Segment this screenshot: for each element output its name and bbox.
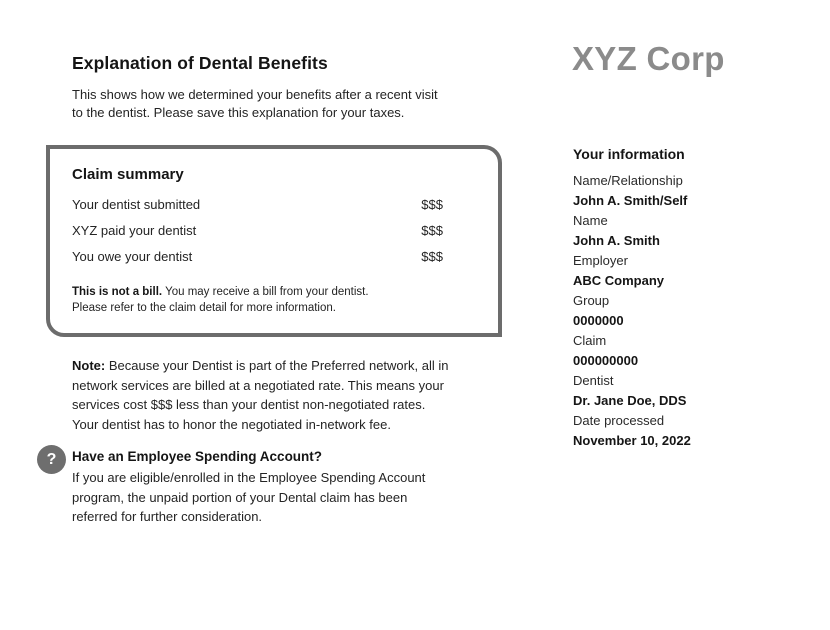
claim-row-label: You owe your dentist [72,249,193,264]
info-value-claim: 000000000 [573,353,639,368]
info-label-date-processed: Date processed [573,413,665,428]
note-line-3: services cost $$$ less than your dentist non-negotiated rates. [72,397,426,412]
claim-row-submitted [72,197,443,213]
disclaimer-line-2: Please refer to the claim detail for more information. [72,301,336,314]
claim-disclaimer [72,285,447,316]
note-line-4: Your dentist has to honor the negotiated in-network fee. [72,416,391,432]
info-label-claim: Claim [573,333,607,348]
subtitle-line-2: to the dentist. Please save this explanation for your taxes. [72,105,405,120]
esa-body-line-3: referred for further consideration. [72,509,263,524]
help-question-icon[interactable] [37,445,66,474]
claim-row-value: $$$ [421,223,443,238]
info-label-employer: Employer [573,253,628,268]
info-value-dentist: Dr. Jane Doe, DDS [573,393,687,408]
info-value-name-relationship: John A. Smith/Self [573,193,688,208]
note-line-1 [72,356,512,376]
info-label-group: Group [573,293,610,308]
info-label-dentist: Dentist [573,373,614,388]
page-subtitle [72,86,438,122]
esa-body-line-1: If you are eligible/enrolled in the Employee Spending Account [72,470,426,485]
note-rest-text: Because your Dentist is part of the Preferred network, all in [108,358,449,373]
info-value-group: 0000000 [573,313,624,328]
disclaimer-line-1 [72,285,447,301]
page-title: Explanation of Dental Benefits [72,53,328,73]
question-glyph: ? [46,450,57,468]
claim-row-label: Your dentist submitted [72,197,201,212]
info-value-employer: ABC Company [573,273,665,288]
network-note [72,356,512,434]
note-line-2: network services are billed at a negotiated rate. This means your [72,377,444,393]
esa-body [72,468,502,527]
info-value-name: John A. Smith [573,233,660,248]
claim-row-label: XYZ paid your dentist [72,223,197,238]
subtitle-line-1: This shows how we determined your benefits after a recent visit [72,87,438,102]
claim-summary-card [46,145,502,337]
your-information-list [573,171,691,451]
claim-row-paid [72,223,443,239]
claim-row-value: $$$ [421,249,443,264]
info-label-name: Name [573,213,608,228]
claim-summary-title: Claim summary [72,166,184,183]
claim-row-owed [72,249,443,265]
info-label-name-relationship: Name/Relationship [573,173,683,188]
claim-row-value: $$$ [421,197,443,212]
disclaimer-rest-text: You may receive a bill from your dentist. [165,286,369,298]
info-value-date-processed: November 10, 2022 [573,433,691,448]
esa-body-line-2: program, the unpaid portion of your Dental claim has been [72,489,408,505]
note-bold-label: Note: [72,358,106,373]
claim-summary-rows [72,197,443,265]
esa-heading: Have an Employee Spending Account? [72,449,323,464]
brand-logo: XYZ Corp [572,40,725,77]
your-information-title: Your information [573,146,685,162]
disclaimer-bold-text: This is not a bill. [72,286,163,298]
